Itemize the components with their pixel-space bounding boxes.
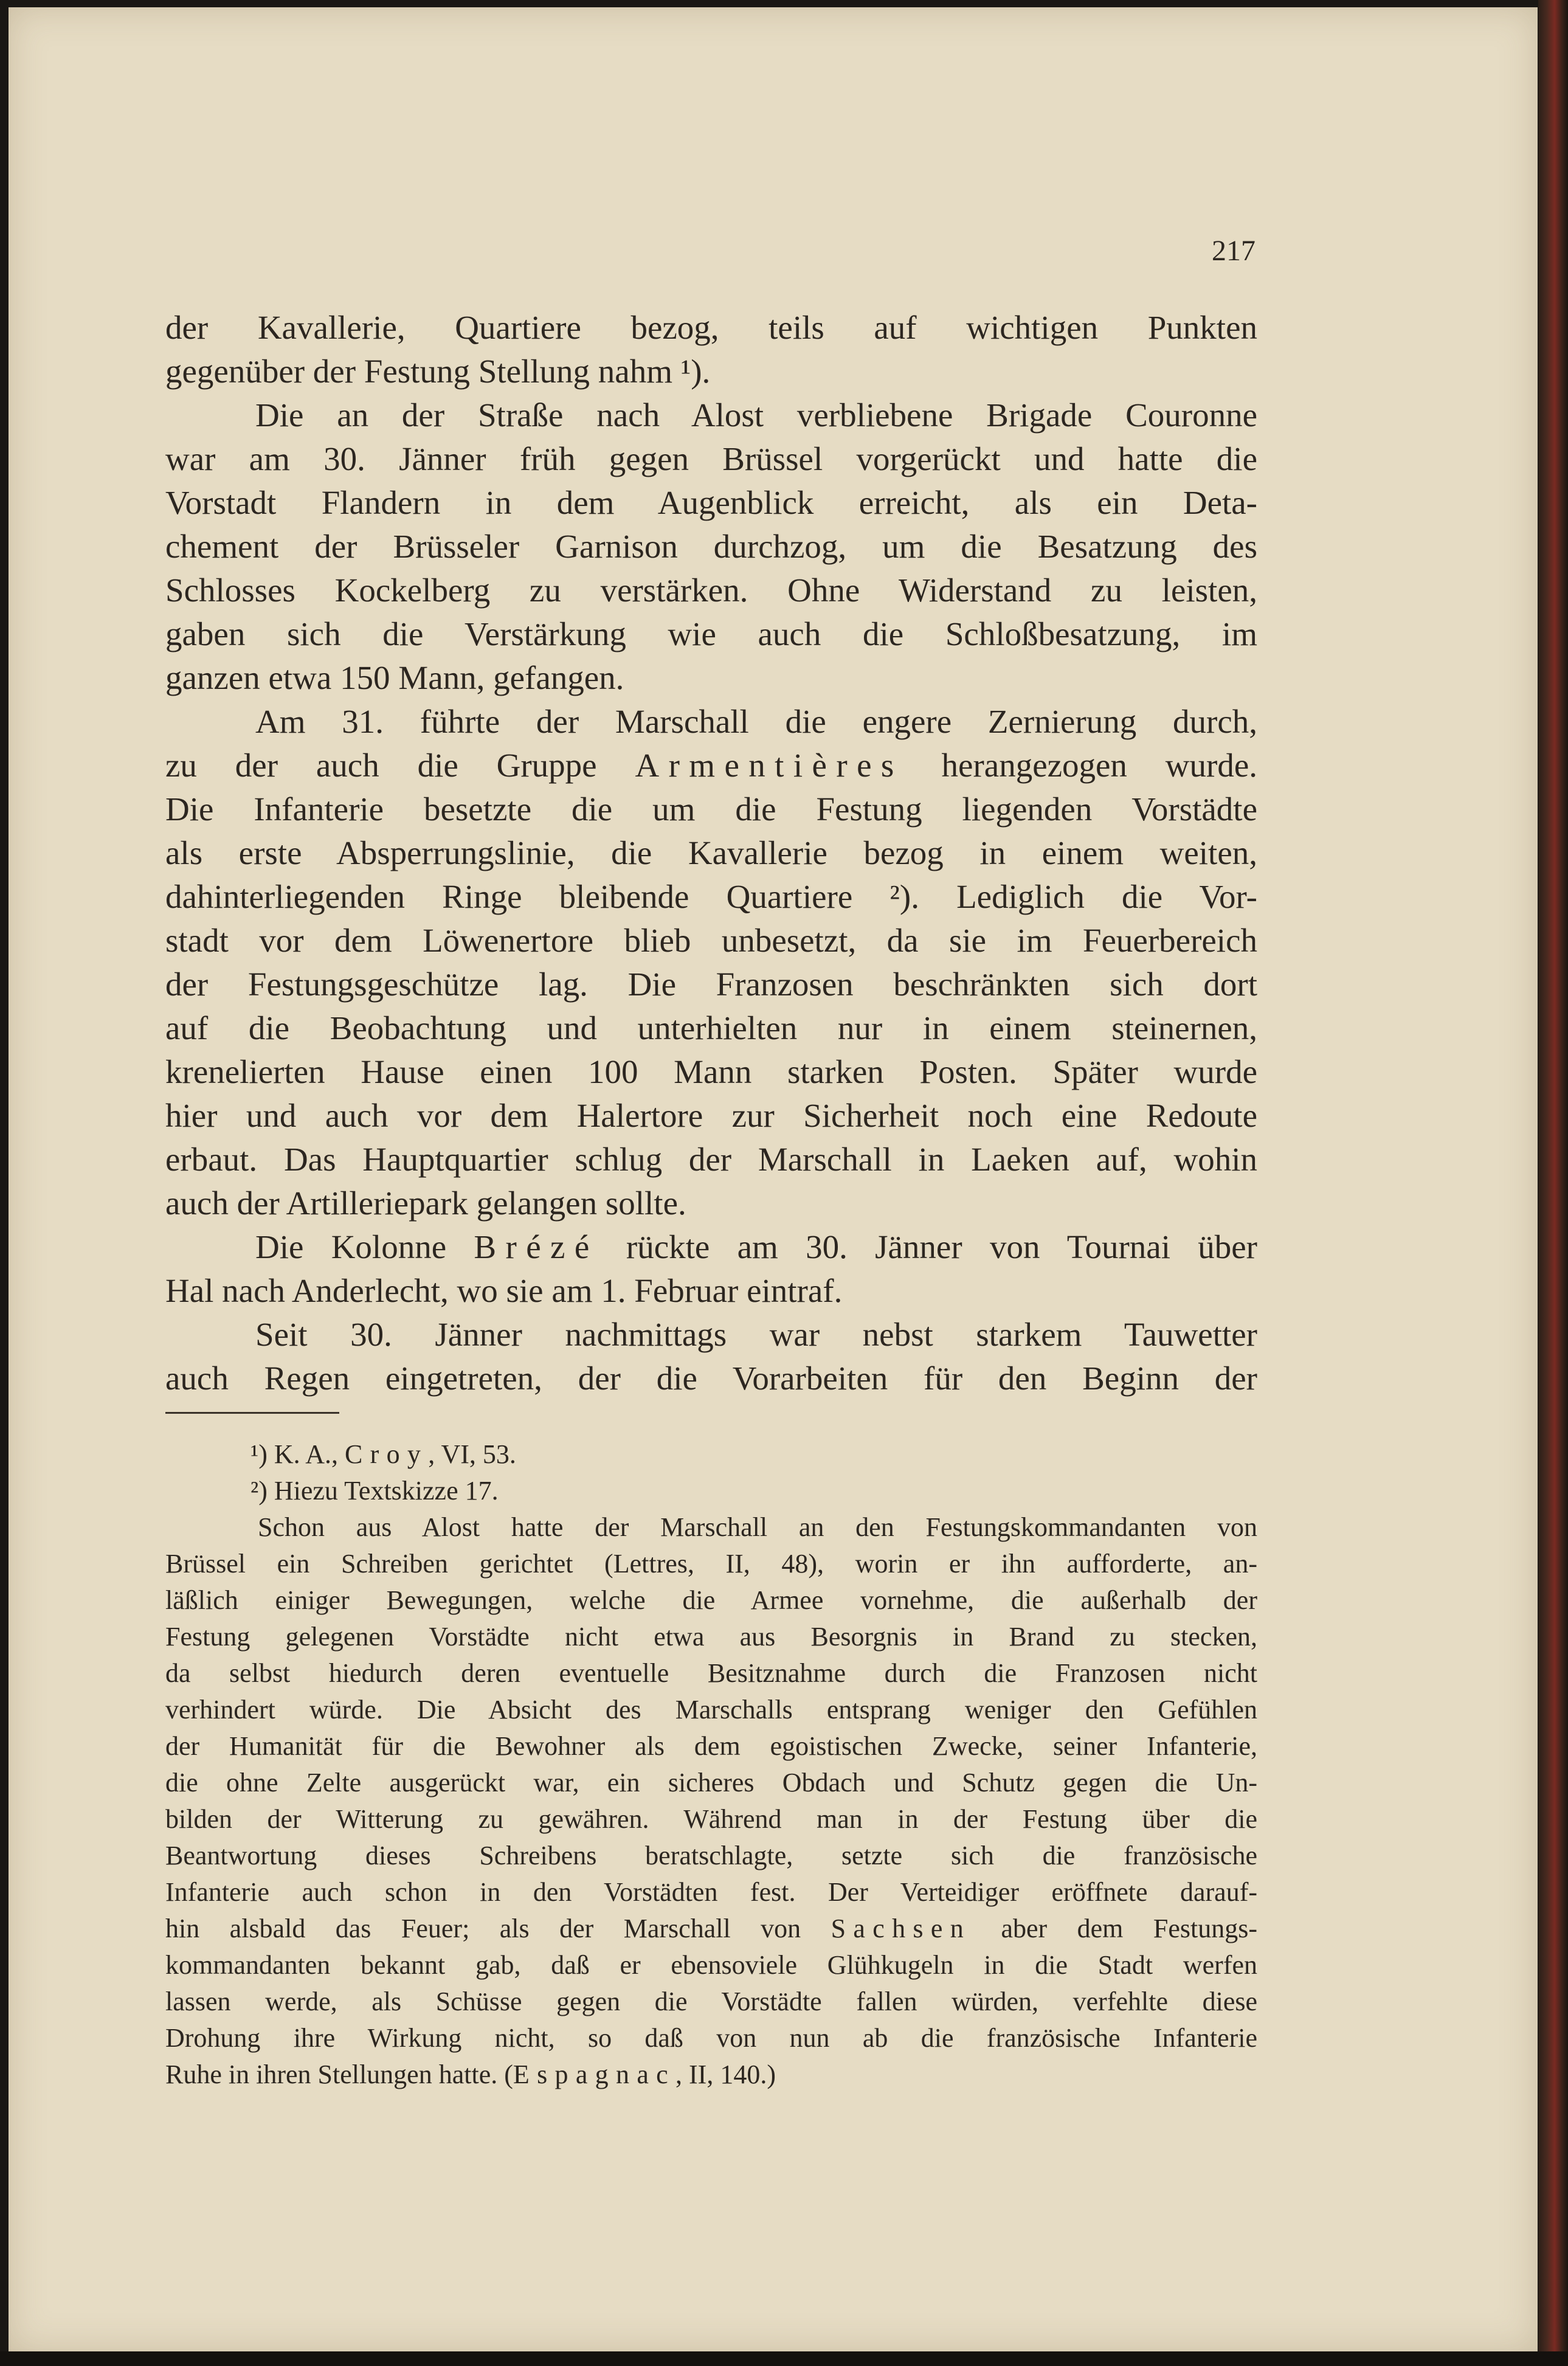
footnote-line: Infanterie auch schon in den Vorstädten fest. Der Verteidiger eröffnete darauf- [165, 1877, 1257, 1907]
text-line: dahinterliegenden Ringe bleibende Quartiere ²). Lediglich die Vor- [165, 878, 1257, 915]
text-line: als erste Absperrungslinie, die Kavallerie bezog in einem weiten, [165, 834, 1257, 871]
text-line: der Festungsgeschütze lag. Die Franzosen beschränkten sich dort [165, 966, 1257, 1003]
text-line: Die an der Straße nach Alost verbliebene Brigade Couronne [255, 396, 1257, 434]
footnote-line: Beantwortung dieses Schreibens beratschlagte, setzte sich die französische [165, 1841, 1257, 1870]
text-line: auf die Beobachtung und unterhielten nur in einem steinernen, [165, 1009, 1257, 1046]
text-line: gegenüber der Festung Stellung nahm ¹). [165, 353, 711, 390]
footnote-line: kommandanten bekannt gab, daß er ebensoviele Glühkugeln in die Stadt werfen [165, 1950, 1257, 1980]
spaced-name: Espagnac [513, 2060, 676, 2089]
footnote-line: ¹) K. A., Croy, VI, 53. [250, 1439, 516, 1469]
text-line: war am 30. Jänner früh gegen Brüssel vorgerückt und hatte die [165, 440, 1257, 477]
page-number: 217 [1212, 235, 1255, 267]
book-edge [1538, 0, 1568, 2366]
footnote-line: bilden der Witterung zu gewähren. Während man in der Festung über die [165, 1804, 1257, 1834]
text-line: gaben sich die Verstärkung wie auch die Schloßbesatzung, im [165, 615, 1257, 652]
text-line: der Kavallerie, Quartiere bezog, teils auf wichtigen Punkten [165, 309, 1257, 346]
spaced-name: Brézé [474, 1228, 599, 1265]
text-line: Seit 30. Jänner nachmittags war nebst starkem Tauwetter [255, 1316, 1257, 1353]
footnote-line: verhindert würde. Die Absicht des Marschalls entsprang weniger den Gefühlen [165, 1695, 1257, 1724]
footnote-line: läßlich einiger Bewegungen, welche die Armee vornehme, die außerhalb der [165, 1585, 1257, 1615]
spaced-name: Croy [344, 1439, 429, 1469]
text-line: erbaut. Das Hauptquartier schlug der Marschall in Laeken auf, wohin [165, 1141, 1257, 1178]
footnote-line: Schon aus Alost hatte der Marschall an den Festungskommandanten von [258, 1512, 1257, 1542]
spaced-name: Sachsen [831, 1914, 972, 1943]
text-line: chement der Brüsseler Garnison durchzog, um die Besatzung des [165, 528, 1257, 565]
scan-border [0, 2351, 1568, 2366]
text-line: zu der auch die Gruppe Armentières herangezogen wurde. [165, 747, 1257, 784]
footnote-line: Festung gelegenen Vorstädte nicht etwa aus Besorgnis in Brand zu stecken, [165, 1622, 1257, 1652]
footnote-line: da selbst hiedurch deren eventuelle Besitznahme durch die Franzosen nicht [165, 1658, 1257, 1688]
footnote-line: ²) Hiezu Textskizze 17. [250, 1476, 499, 1506]
text-line: Vorstadt Flandern in dem Augenblick erreicht, als ein Deta- [165, 484, 1257, 521]
footnotes [165, 1436, 1257, 2093]
footnote-line: lassen werde, als Schüsse gegen die Vorstädte fallen würden, verfehlte diese [165, 1987, 1257, 2016]
footnote-divider [165, 1412, 339, 1414]
footnote-line: Brüssel ein Schreiben gerichtet (Lettres, II, 48), worin er ihn aufforderte, an- [165, 1549, 1257, 1579]
text-line: Schlosses Kockelberg zu verstärken. Ohne Widerstand zu leisten, [165, 572, 1257, 609]
footnote-line: Ruhe in ihren Stellungen hatte. (Espagnac, II, 140.) [165, 2060, 776, 2089]
text-line: Am 31. führte der Marschall die engere Zernierung durch, [255, 703, 1257, 740]
text-line: hier und auch vor dem Halertore zur Sicherheit noch eine Redoute [165, 1097, 1257, 1134]
footnote-line: die ohne Zelte ausgerückt war, ein sicheres Obdach und Schutz gegen die Un- [165, 1768, 1257, 1797]
footnote-line: Drohung ihre Wirkung nicht, so daß von nun ab die französische Infanterie [165, 2023, 1257, 2053]
main-text [165, 306, 1257, 1400]
footnote-line: der Humanität für die Bewohner als dem egoistischen Zwecke, seiner Infanterie, [165, 1731, 1257, 1761]
text-line: stadt vor dem Löwenertore blieb unbesetzt, da sie im Feuerbereich [165, 922, 1257, 959]
text-line: Die Kolonne Brézé rückte am 30. Jänner von Tournai über [255, 1228, 1257, 1265]
text-line: Die Infanterie besetzte die um die Festung liegenden Vorstädte [165, 790, 1257, 828]
text-line: Hal nach Anderlecht, wo sie am 1. Februar eintraf. [165, 1272, 843, 1309]
footnote-line: hin alsbald das Feuer; als der Marschall von Sachsen aber dem Festungs- [165, 1914, 1257, 1943]
text-line: krenelierten Hause einen 100 Mann starken Posten. Später wurde [165, 1053, 1257, 1090]
text-line: auch der Artilleriepark gelangen sollte. [165, 1185, 686, 1222]
spaced-name: Armentières [635, 747, 903, 784]
text-line: auch Regen eingetreten, der die Vorarbeiten für den Beginn der [165, 1360, 1257, 1397]
text-line: ganzen etwa 150 Mann, gefangen. [165, 659, 624, 696]
